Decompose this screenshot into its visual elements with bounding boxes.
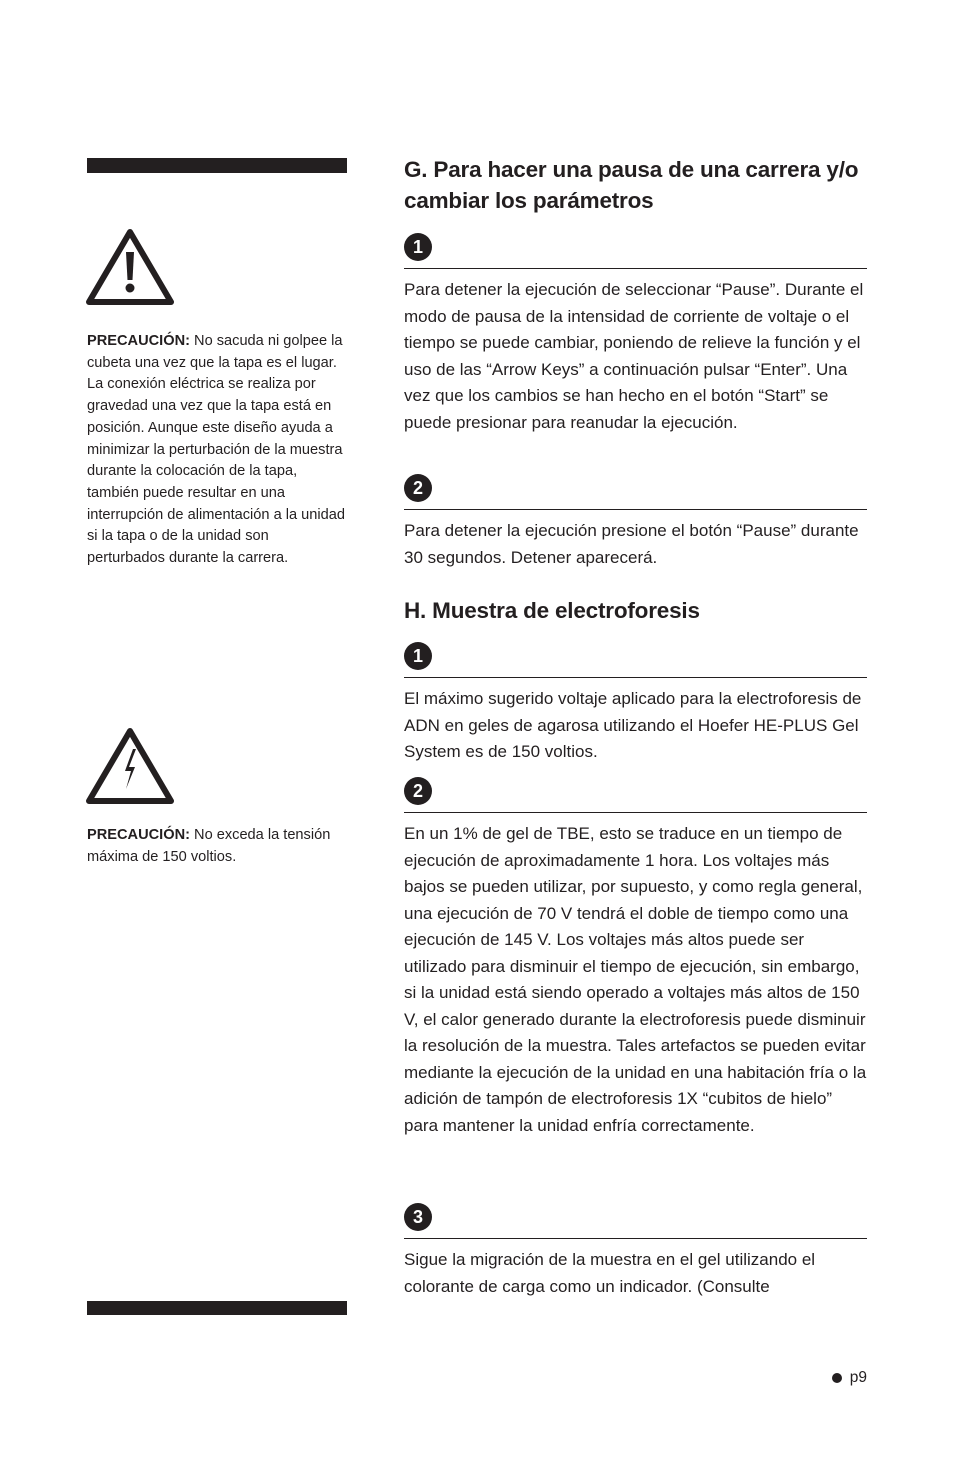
section-g-title: G. Para hacer una pausa de una carrera y/o cambiar los parámetros	[404, 157, 859, 213]
caution-text: No exceda la tensión máxima de 150 voltios.	[87, 827, 331, 865]
step-number-badge: 3	[404, 1203, 432, 1231]
step-header	[404, 777, 867, 813]
step-number-badge: 2	[404, 777, 432, 805]
step-number-badge: 1	[404, 233, 432, 261]
step-text: En un 1% de gel de TBE, esto se traduce en un tiempo de ejecución de aproximadamente 1 hora. Los voltajes más bajos se pueden utilizar, por supuesto, y como regla general, una ejecución de 70 V tendrá el doble de tiempo como una ejecución de 145 V. Los voltajes más altos puede ser utilizado para disminuir el tiempo de ejecución, sin embargo, si la unidad está siendo operado a voltajes más altos de 150 V, el calor generado durante la electroforesis puede disminuir la resolución de la muestra. Tales artefactos se pueden evitar mediante la ejecución de la unidad en una habitación fría o la adición de tampón de electroforesis 1X “cubitos de hielo” para mantener la unidad enfría correctamente.	[404, 824, 867, 1135]
step-header	[404, 642, 867, 678]
page-number: p9	[849, 1369, 867, 1386]
page-footer	[827, 1367, 867, 1389]
sidebar-bottom-rule	[87, 1301, 347, 1315]
section-h-title: H. Muestra de electroforesis	[404, 598, 700, 623]
step-text: Para detener la ejecución de seleccionar “Pause”. Durante el modo de pausa de la intensidad de corriente de voltaje o el tiempo se puede cambiar, poniendo de relieve la función y el uso de las “Arrow Keys” a continuación pulsar “Enter”. Una vez que los cambios se han hecho en el botón “Start” se puede presionar para reanudar la ejecución.	[404, 280, 864, 432]
bullet-dot-icon	[832, 1373, 842, 1383]
section-g-heading-block	[404, 154, 867, 216]
caution-text: No sacuda ni golpee la cubeta una vez que la tapa es el lugar. La conexión eléctrica se realiza por gravedad una vez que la tapa está en posición. Aunque este diseño ayuda a minimizar la perturbación de la muestra durante la colocación de la tapa, también puede resultar en una interrupción de alimentación a la unidad si la tapa o de la unidad son perturbados durante la carrera.	[87, 333, 345, 567]
caution-label: PRECAUCIÓN:	[87, 827, 190, 843]
sidebar-top-rule	[87, 158, 347, 173]
step-header	[404, 474, 867, 510]
section-h-heading-block	[404, 595, 867, 626]
step-number-badge: 2	[404, 474, 432, 502]
step-text: Para detener la ejecución presione el botón “Pause” durante 30 segundos. Detener aparecerá.	[404, 521, 859, 567]
caution-note-voltage	[87, 825, 349, 868]
step-text: El máximo sugerido voltaje aplicado para la electroforesis de ADN en geles de agarosa utilizando el Hoefer HE-PLUS Gel System es de 150 voltios.	[404, 689, 862, 761]
step-number-badge: 1	[404, 642, 432, 670]
step-header	[404, 233, 867, 269]
step-text: Sigue la migración de la muestra en el gel utilizando el colorante de carga como un indicador. (Consulte	[404, 1250, 816, 1296]
step-header	[404, 1203, 867, 1239]
caution-label: PRECAUCIÓN:	[87, 333, 190, 349]
caution-note-gravity	[87, 331, 349, 570]
warning-exclamation-icon	[86, 228, 174, 305]
electric-shock-warning-icon	[86, 727, 174, 804]
